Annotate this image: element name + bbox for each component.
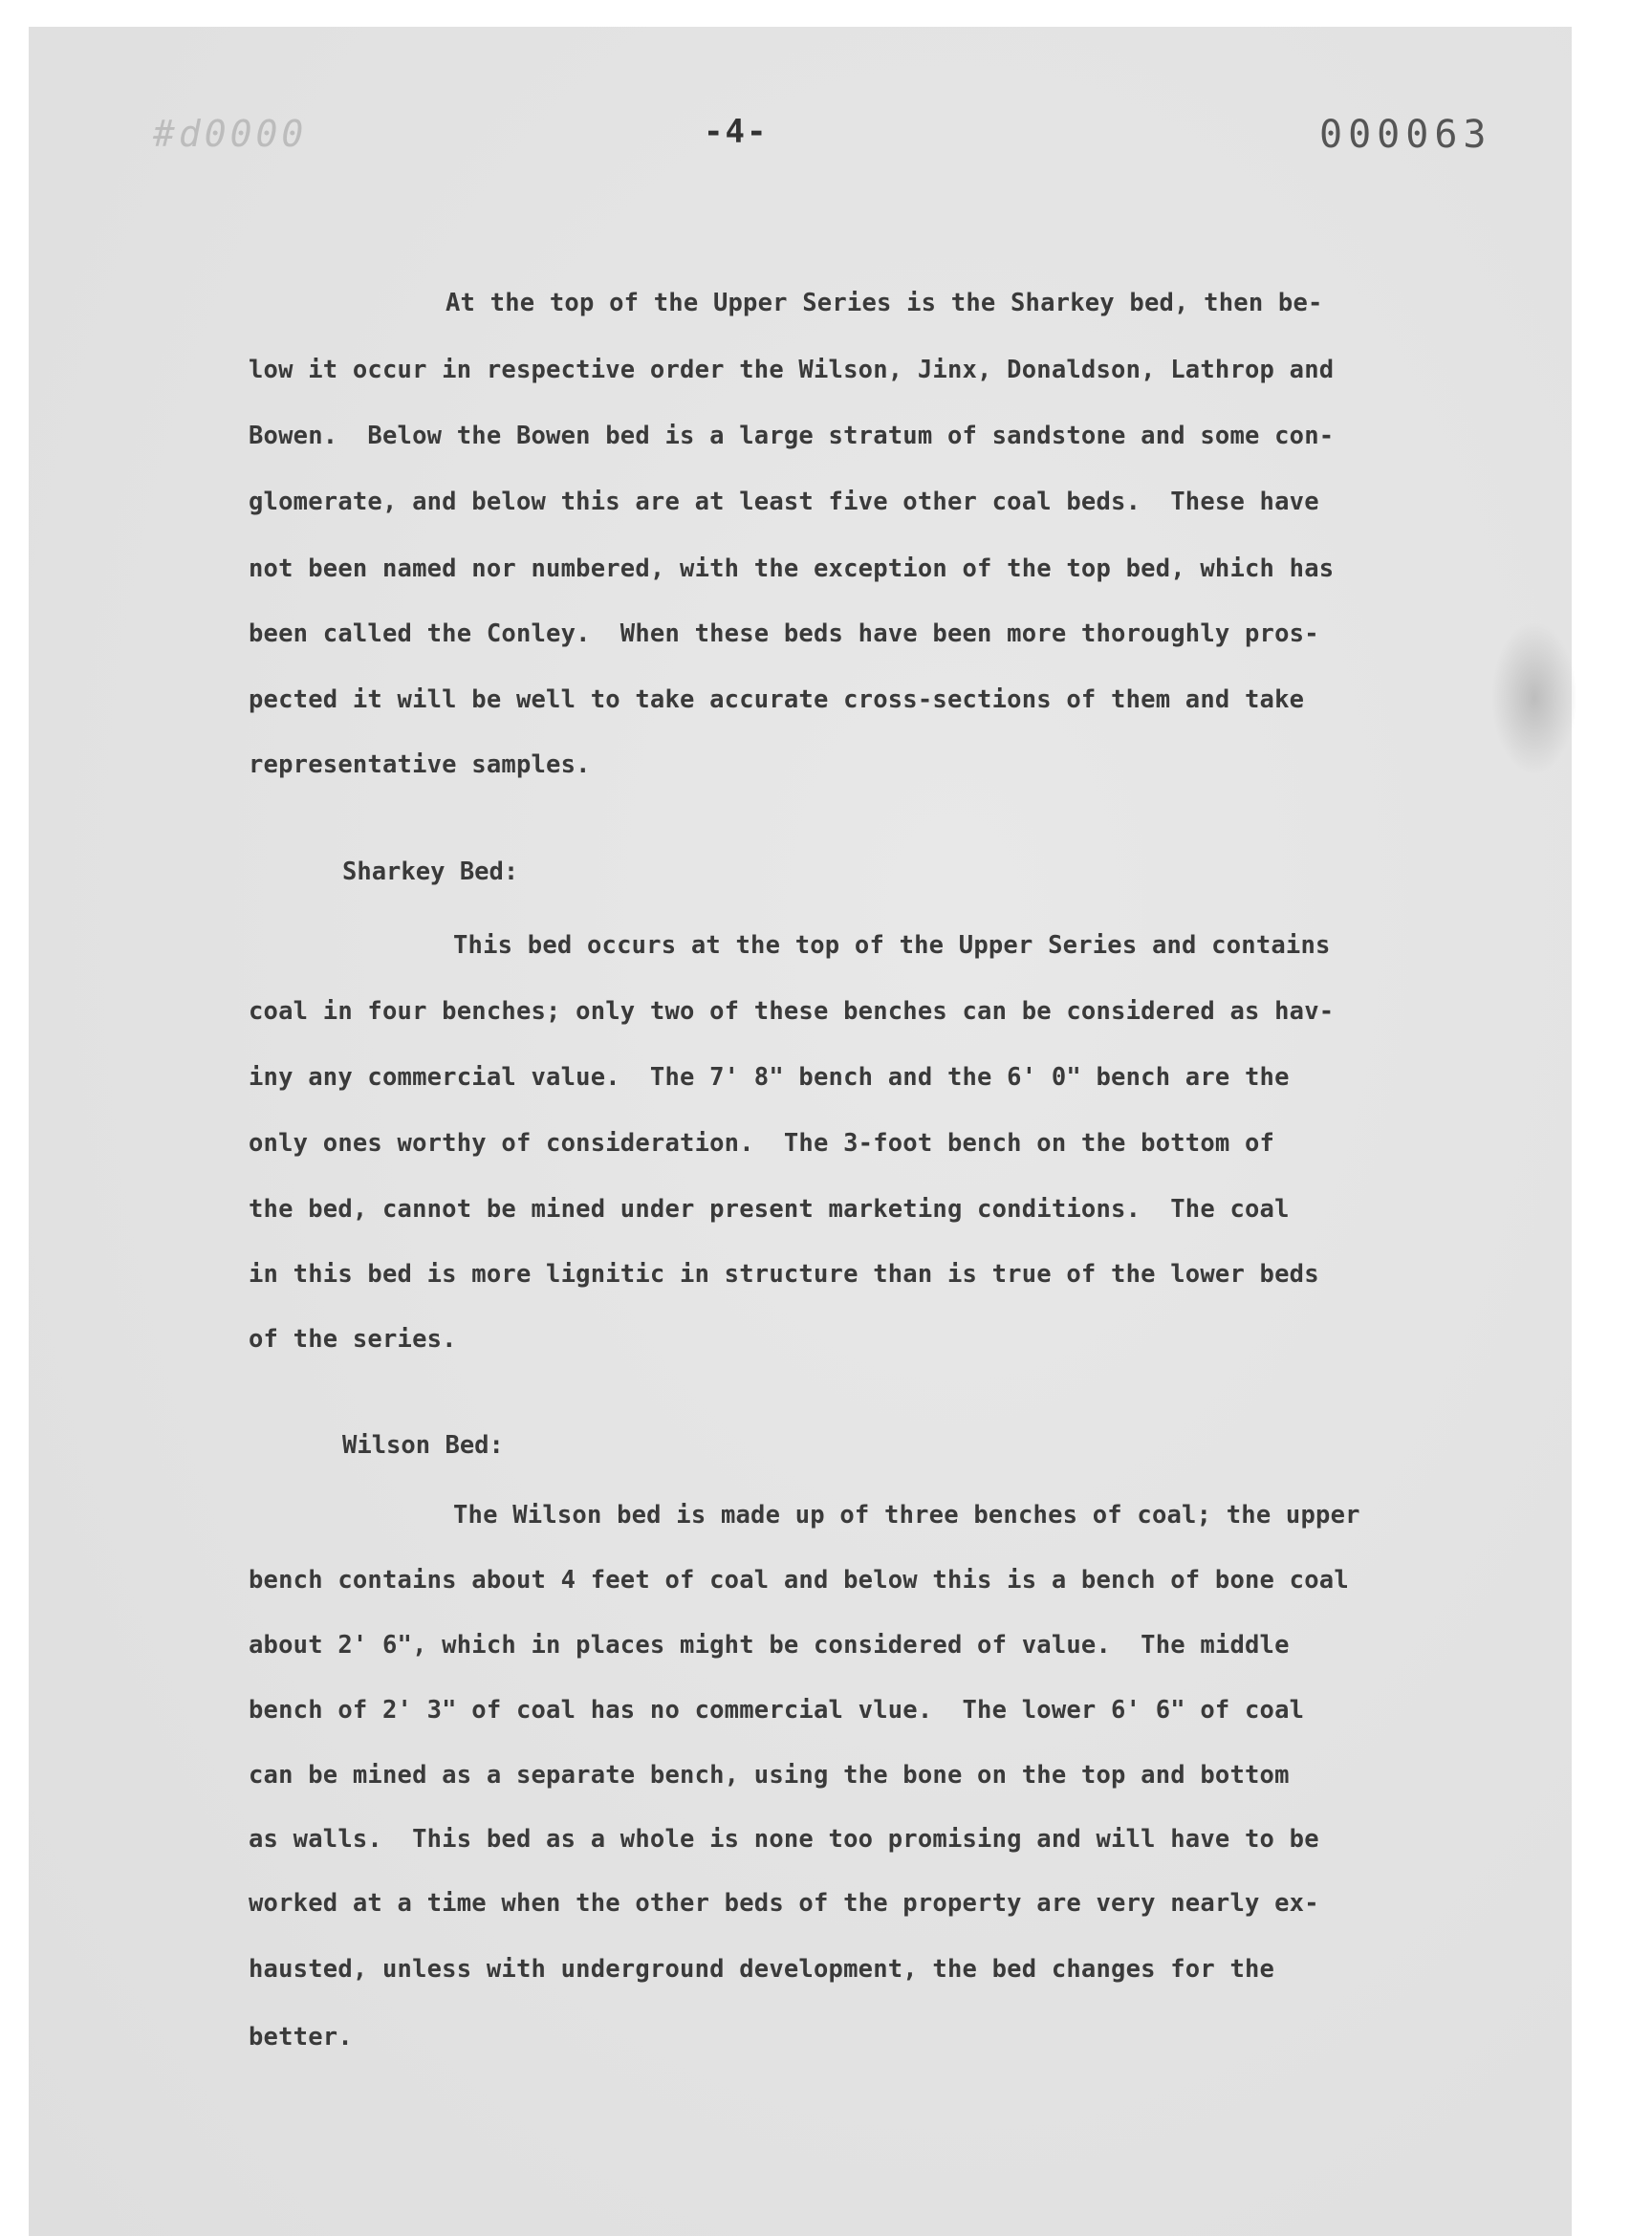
paragraph-line: pected it will be well to take accurate cross-sections of them and take: [249, 685, 1305, 714]
paragraph-line: can be mined as a separate bench, using the bone on the top and bottom: [249, 1761, 1290, 1790]
paragraph-line: This bed occurs at the top of the Upper Series and contains: [453, 931, 1331, 960]
paragraph-line: The Wilson bed is made up of three benches of coal; the upper: [453, 1501, 1360, 1530]
paragraph-line: representative samples.: [249, 750, 591, 779]
paragraph-line: about 2' 6", which in places might be considered of value. The middle: [249, 1631, 1290, 1660]
paragraph-line: low it occur in respective order the Wilson, Jinx, Donaldson, Lathrop and: [249, 356, 1335, 384]
archive-stamp: #d0000: [153, 113, 308, 155]
paragraph-line: only ones worthy of consideration. The 3-foot bench on the bottom of: [249, 1129, 1275, 1158]
paragraph-line: worked at a time when the other beds of the property are very nearly ex-: [249, 1889, 1319, 1918]
paragraph-line: glomerate, and below this are at least five other coal beds. These have: [249, 488, 1319, 516]
paragraph-line: hausted, unless with underground development, the bed changes for the: [249, 1955, 1275, 1984]
paragraph-line: been called the Conley. When these beds have been more thoroughly pros-: [249, 619, 1319, 648]
paragraph-line: At the top of the Upper Series is the Sharkey bed, then be-: [446, 289, 1323, 317]
scan-shadow: [1491, 621, 1577, 774]
paragraph-line: as walls. This bed as a whole is none too promising and will have to be: [249, 1825, 1319, 1854]
paragraph-line: bench contains about 4 feet of coal and below this is a bench of bone coal: [249, 1566, 1349, 1595]
paragraph-line: in this bed is more lignitic in structure than is true of the lower beds: [249, 1260, 1319, 1289]
paragraph-line: better.: [249, 2023, 353, 2051]
section-heading-sharkey: Sharkey Bed:: [342, 857, 519, 886]
paragraph-line: Bowen. Below the Bowen bed is a large stratum of sandstone and some con-: [249, 422, 1335, 450]
paragraph-line: bench of 2' 3" of coal has no commercial vlue. The lower 6' 6" of coal: [249, 1696, 1305, 1725]
page-number: -4-: [704, 113, 769, 151]
paragraph-line: the bed, cannot be mined under present marketing conditions. The coal: [249, 1195, 1290, 1224]
section-heading-wilson: Wilson Bed:: [342, 1431, 504, 1460]
paragraph-line: coal in four benches; only two of these benches can be considered as hav-: [249, 997, 1335, 1026]
document-number: 000063: [1319, 113, 1492, 157]
paragraph-line: of the series.: [249, 1325, 457, 1354]
paragraph-line: iny any commercial value. The 7' 8" bench and the 6' 0" bench are the: [249, 1063, 1290, 1092]
paragraph-line: not been named nor numbered, with the exception of the top bed, which has: [249, 554, 1335, 583]
